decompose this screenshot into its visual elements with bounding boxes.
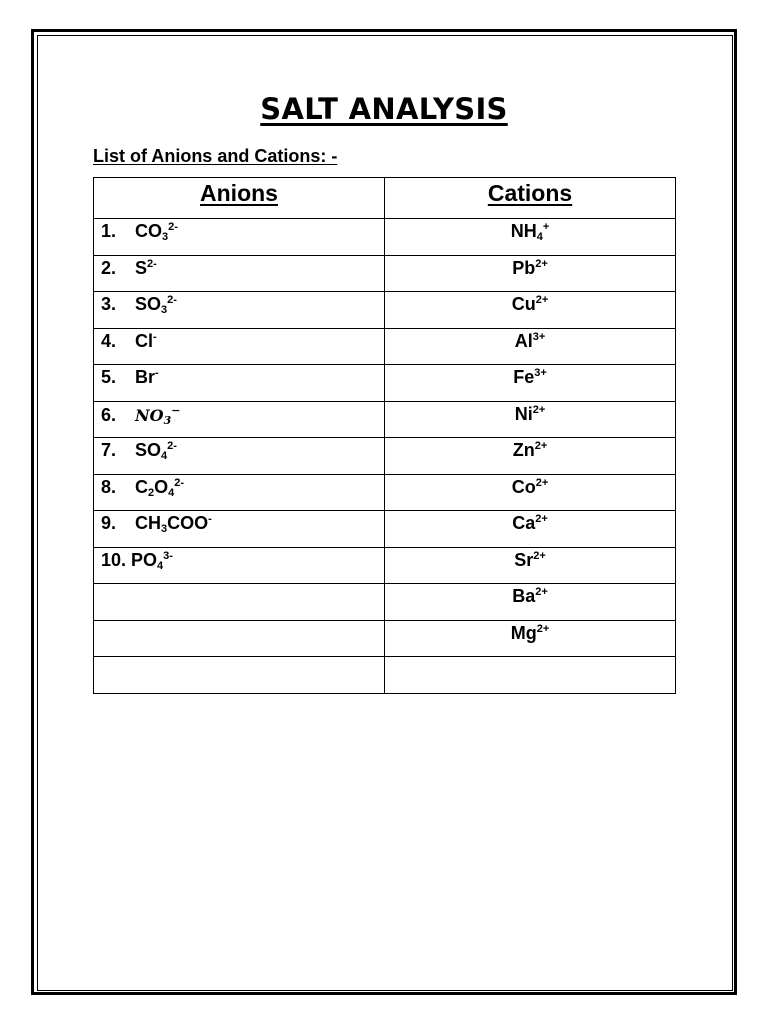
table-row: [94, 474, 676, 511]
cation-cell: $Sr^{2+}$: [385, 547, 676, 584]
table-row: [94, 511, 676, 548]
page-title: SALT ANALYSIS: [260, 92, 508, 126]
table-row: [94, 547, 676, 584]
cation-cell: $Pb^{2+}$: [385, 255, 676, 292]
anion-cell: 4. Cl-: [94, 328, 385, 365]
anion-cell-empty: [94, 657, 385, 694]
anion-cell-empty: [94, 584, 385, 621]
table-row: [94, 620, 676, 657]
table-row: [94, 401, 676, 438]
table-row: [94, 438, 676, 475]
anion-cell: 10. $PO_4^{3-}$: [94, 547, 385, 584]
anion-cell: 3. $SO_3^{2-}$: [94, 292, 385, 329]
table-row: [94, 328, 676, 365]
anion-cell: 9. $CH_3COO^-$: [94, 511, 385, 548]
cation-cell: $Ca^{2+}$: [385, 511, 676, 548]
cation-cell: $Zn^{2+}$: [385, 438, 676, 475]
table-row: [94, 657, 676, 694]
cation-cell: $Co^{2+}$: [385, 474, 676, 511]
table-row: [94, 292, 676, 329]
cation-cell: $Mg^{2+}$: [385, 620, 676, 657]
anion-cell: 6. $NO_3^-$: [94, 401, 385, 438]
cation-cell: $Al^{3+}$: [385, 328, 676, 365]
cation-cell: $Ba^{2+}$: [385, 584, 676, 621]
table-row: [94, 365, 676, 402]
anion-cell: 1. $CO_3^{2-}$: [94, 219, 385, 256]
anion-cell: 2. $S^{2-}$: [94, 255, 385, 292]
table-row: [94, 584, 676, 621]
anions-header: Anions: [94, 178, 385, 219]
cations-header: Cations: [385, 178, 676, 219]
anion-cell-empty: [94, 620, 385, 657]
table-row: [94, 219, 676, 256]
cation-cell: $Ni^{2+}$: [385, 401, 676, 438]
table-row: [94, 255, 676, 292]
anion-cell: 7. $SO_4^{2-}$: [94, 438, 385, 475]
ions-table: [93, 177, 676, 694]
cation-cell: $Fe^{3+}$: [385, 365, 676, 402]
anion-cell: 8. $C_2O_4^{2-}$: [94, 474, 385, 511]
table-header-row: [94, 178, 676, 219]
cation-cell: $Cu^{2+}$: [385, 292, 676, 329]
anion-cell: 5. Br-: [94, 365, 385, 402]
cation-cell-empty: [385, 657, 676, 694]
section-subtitle: List of Anions and Cations: -: [93, 146, 338, 166]
cation-cell: $NH_4^+$: [385, 219, 676, 256]
